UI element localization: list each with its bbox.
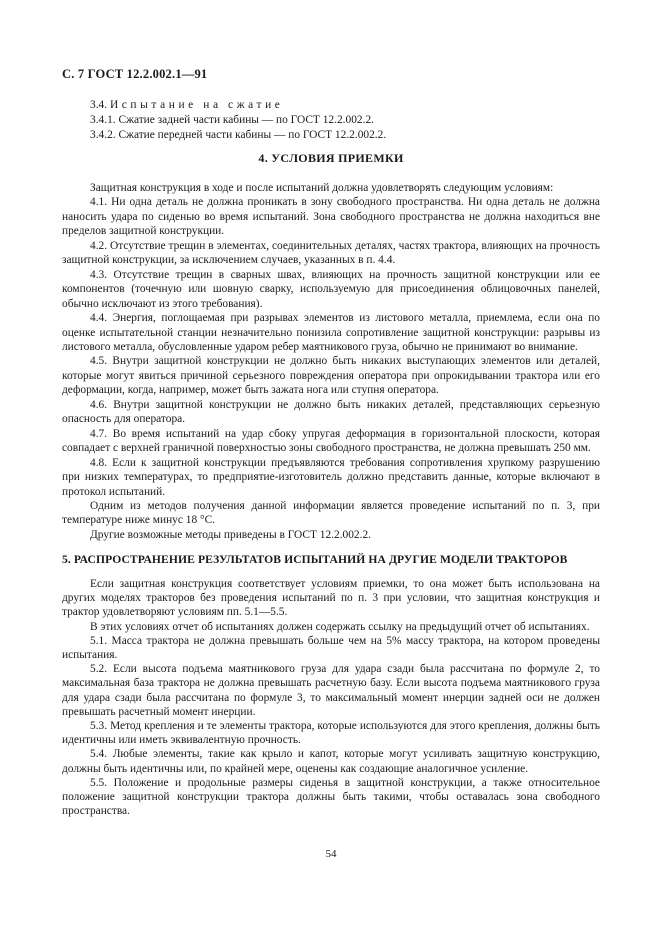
paragraph: 5.4. Любые элементы, такие как крыло и капот, которые могут усиливать защитную конструкцию, должны быть идентичны или, по крайней мере, оценены как создающие аналогичное усиление. xyxy=(62,748,600,775)
section-3-4 xyxy=(62,98,600,143)
section-5-title: 5. РАСПРОСТРАНЕНИЕ РЕЗУЛЬТАТОВ ИСПЫТАНИЙ НА ДРУГИЕ МОДЕЛИ ТРАКТОРОВ xyxy=(62,553,568,566)
section-3-4-number: 3.4. xyxy=(90,99,108,111)
section-5-body xyxy=(62,577,600,818)
section-4-body xyxy=(62,181,600,542)
paragraph: В этих условиях отчет об испытаниях должен содержать ссылку на предыдущий отчет об испытаниях. xyxy=(90,620,590,633)
paragraph: 5.3. Метод крепления и те элементы трактора, которые используются для этого крепления, должны быть идентичны или иметь эквивалентную прочность. xyxy=(62,720,600,747)
paragraph: 4.5. Внутри защитной конструкции не должно быть никаких выступающих элементов или деталей, которые могут явиться причиной серьезного повреждения оператора при опрокидывании трактора или его деформации, когда, например, может быть зажата нога или ступня оператора. xyxy=(62,355,600,397)
paragraph: 3.4.2. Сжатие передней части кабины — по ГОСТ 12.2.002.2. xyxy=(90,129,387,141)
paragraph: 4.1. Ни одна деталь не должна проникать в зону свободного пространства. Ни одна деталь не должна наносить удара по сиденью во время испытаний. Зона свободного пространства не должна находиться вне пределов защитной конструкции. xyxy=(62,196,600,238)
paragraph: 5.2. Если высота подъема маятникового груза для удара сзади была рассчитана по формуле 2, то максимальная база трактора не должна превышать расчетную базу. Если высота подъема маятникового груза для удара сзади была рассчитана по формуле 3, то максимальный момент инерции задней оси не должен превышать расчетный момент инерции. xyxy=(62,663,600,718)
page-header: С. 7 ГОСТ 12.2.002.1—91 xyxy=(62,67,208,81)
paragraph: 4.6. Внутри защитной конструкции не должно быть никаких деталей, представляющих серьезную опасность для оператора. xyxy=(62,398,600,426)
paragraph: 4.4. Энергия, поглощаемая при разрывах элементов из листового металла, приемлема, если она по оценке испытательной станции незначительно понизила сопротивление защитной конструкции: разрывы из листового металла, обусловленные ударом ребер маятникового груза, обычно не принимают во внимание. xyxy=(62,312,600,353)
paragraph: 4.7. Во время испытаний на удар сбоку упругая деформация в горизонтальной плоскости, которая совпадает с верхней граничной поверхностью зоны свободного пространства, не должна превышать 250 мм. xyxy=(62,427,600,455)
paragraph: Другие возможные методы приведены в ГОСТ 12.2.002.2. xyxy=(90,528,372,541)
paragraph: Защитная конструкция в ходе и после испытаний должна удовлетворять следующим условиям: xyxy=(90,182,554,194)
paragraph: Одним из методов получения данной информации является проведение испытаний по п. 3, при температуре ниже минус 18 °С. xyxy=(62,499,600,527)
page-number: 54 xyxy=(325,848,337,860)
section-3-4-heading xyxy=(62,98,600,113)
paragraph: 3.4.1. Сжатие задней части кабины — по ГОСТ 12.2.002.2. xyxy=(90,114,374,126)
paragraph: 5.5. Положение и продольные размеры сиденья в защитной конструкции, а также относительное положение защитной конструкции трактора должны быть такими, чтобы оставалась зона свободного пространства. xyxy=(62,776,600,818)
paragraph: 4.2. Отсутствие трещин в элементах, соединительных деталях, частях трактора, влияющих на прочность защитной конструкции, за исключением случаев, указанных в п. 4.4. xyxy=(62,239,600,267)
paragraph: 5.1. Масса трактора не должна превышать больше чем на 5% массу трактора, на котором проведены испытания. xyxy=(62,634,600,662)
section-4-title: 4. УСЛОВИЯ ПРИЕМКИ xyxy=(258,151,404,165)
section-3-4-title: Испытание на сжатие xyxy=(109,99,284,111)
paragraph: 4.8. Если к защитной конструкции предъявляются требования сопротивления хрупкому разрушению при низких температурах, то предприятие-изготовитель должно представить данные, которые включают в протокол испытаний. xyxy=(62,456,600,498)
paragraph: 4.3. Отсутствие трещин в сварных швах, влияющих на прочность защитной конструкции или ее компонентов (точечную или шовную сварку, используемую для присоединения облицовочных панелей, обычно исключают из этого требования). xyxy=(62,268,600,310)
paragraph: Если защитная конструкция соответствует условиям приемки, то она может быть использована на других моделях тракторов без проведения испытаний по п. 3 при условии, что защитная конструкция и трактор удовлетворяют условиям пп. 5.1—5.5. xyxy=(62,578,600,619)
